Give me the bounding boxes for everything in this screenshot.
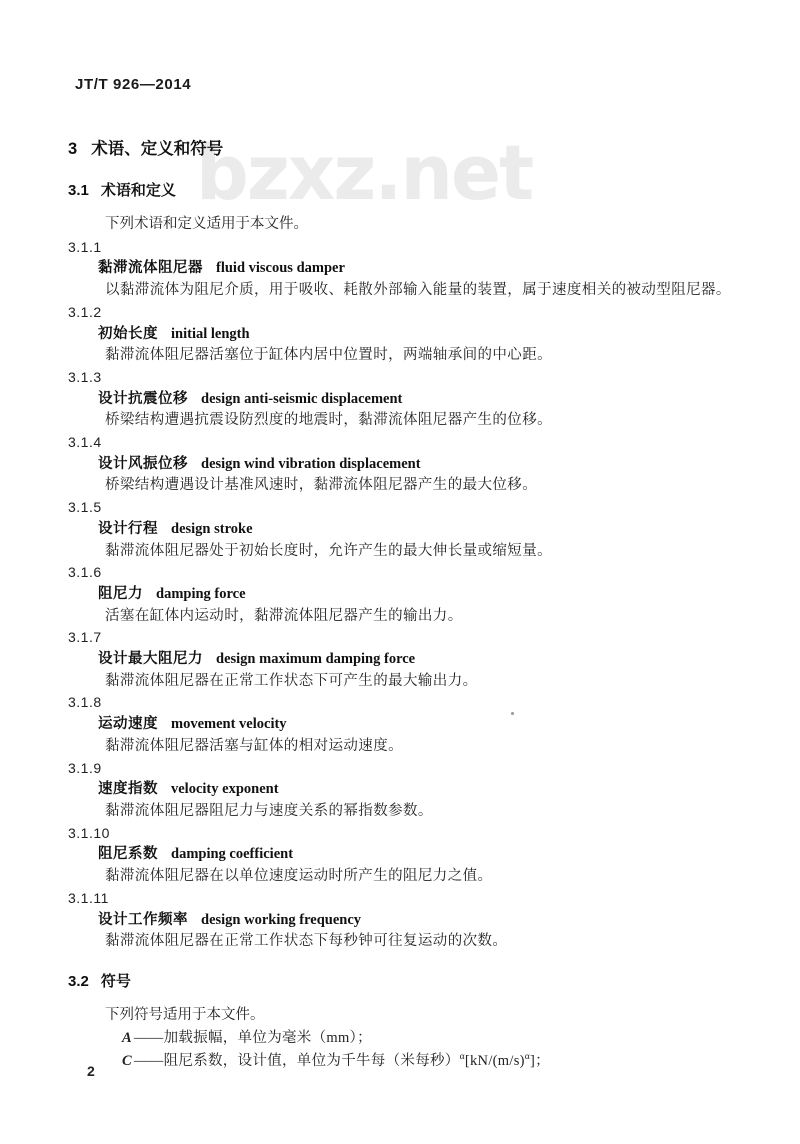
term-entry [68,888,740,953]
term-definition: 黏滞流体阻尼器在正常工作状态下可产生的最大输出力。 [105,672,478,689]
term-entry [68,627,740,692]
term-definition: 黏滞流体阻尼器在以单位速度运动时所产生的阻尼力之值。 [105,868,493,885]
term-number: 3.1.3 [68,368,102,385]
term-name-zh: 阻尼力 [98,585,143,602]
term-number: 3.1.7 [68,629,102,646]
term-number: 3.1.10 [68,824,110,841]
term-title [68,584,740,606]
term-title [68,844,740,866]
term-definition: 黏滞流体阻尼器阻尼力与速度关系的幂指数参数。 [105,802,433,819]
term-name-en: damping coefficient [171,846,294,863]
term-number: 3.1.8 [68,694,102,711]
terms-list [68,237,740,953]
term-number: 3.1.1 [68,238,102,255]
term-entry [68,692,740,757]
term-number: 3.1.5 [68,499,102,516]
term-name-zh: 设计行程 [98,520,158,537]
watermark-text: bzxz.net [196,128,533,217]
symbol-text-C-p2: [kN/(m/s) [464,1052,525,1069]
section-3-1-number: 3.1 [68,182,89,199]
page-number: 2 [87,1063,95,1079]
symbol-text-A: 加载振幅，单位为毫米（mm）； [163,1029,372,1046]
term-title [68,454,740,476]
term-number: 3.1.11 [68,889,109,906]
term-entry [68,823,740,888]
term-name-en: design maximum damping force [216,651,416,668]
term-number: 3.1.9 [68,759,102,776]
section-3-2-title: 符号 [100,972,131,990]
term-entry [68,758,740,823]
term-name-zh: 阻尼系数 [98,846,158,863]
term-name-zh: 设计抗震位移 [98,390,188,407]
symbol-dash: —— [133,1052,164,1069]
symbol-exponent-1: α [459,1051,465,1062]
term-name-en: fluid viscous damper [216,260,345,277]
terms-intro: 下列术语和定义适用于本文件。 [105,216,308,232]
term-title [68,258,740,280]
term-title [68,389,740,411]
term-title [68,910,740,932]
term-name-en: initial length [171,325,250,342]
term-definition: 黏滞流体阻尼器活塞位于缸体内居中位置时，两端轴承间的中心距。 [105,347,552,364]
term-name-zh: 设计风振位移 [98,455,188,472]
symbol-text-C-p1: 阻尼系数，设计值，单位为千牛每（米每秒） [163,1052,460,1069]
term-entry [68,237,740,302]
symbol-entry-A [68,1027,740,1050]
term-name-en: damping force [156,585,246,602]
term-entry [68,432,740,497]
term-name-zh: 初始长度 [98,325,158,342]
symbol-text-C-p3: ]； [530,1052,550,1069]
term-entry [68,367,740,432]
term-definition: 桥梁结构遭遇设计基准风速时，黏滞流体阻尼器产生的最大位移。 [105,477,538,494]
section-3-title: 术语、定义和符号 [91,140,224,158]
term-entry [68,497,740,562]
term-name-en: design anti-seismic displacement [201,390,403,407]
symbol-dash: —— [133,1029,164,1046]
symbol-exponent-2: α [524,1051,531,1062]
term-definition: 黏滞流体阻尼器处于初始长度时，允许产生的最大伸长量或缩短量。 [105,542,552,559]
term-name-zh: 黏滞流体阻尼器 [98,260,203,277]
section-3-number: 3 [68,140,78,158]
term-entry [68,562,740,627]
term-entry [68,302,740,367]
term-definition: 黏滞流体阻尼器在正常工作状态下每秒钟可往复运动的次数。 [105,933,508,950]
term-name-en: design stroke [171,520,253,537]
term-definition: 桥梁结构遭遇抗震设防烈度的地震时，黏滞流体阻尼器产生的位移。 [105,412,552,429]
symbol-letter-A: A [122,1029,132,1046]
term-definition: 活塞在缸体内运动时，黏滞流体阻尼器产生的输出力。 [105,607,463,624]
section-3-heading [68,135,740,159]
term-name-en: design wind vibration displacement [201,455,421,472]
term-name-en: velocity exponent [171,781,279,798]
term-definition: 黏滞流体阻尼器活塞与缸体的相对运动速度。 [105,737,403,754]
term-name-zh: 运动速度 [98,716,158,733]
term-name-zh: 速度指数 [98,781,158,798]
symbol-entry-C [68,1050,740,1073]
term-title [68,649,740,671]
symbols-intro: 下列符号适用于本文件。 [105,1006,265,1023]
section-3-1-title: 术语和定义 [100,182,176,199]
term-name-en: movement velocity [171,716,287,733]
section-3-1-heading [68,179,740,200]
section-3-2-heading [68,970,740,991]
symbol-letter-C: C [122,1052,132,1069]
term-name-en: design working frequency [201,911,362,928]
term-title [68,714,740,736]
term-name-zh: 设计最大阻尼力 [98,651,203,668]
term-number: 3.1.6 [68,564,102,581]
term-definition: 以黏滞流体为阻尼介质，用于吸收、耗散外部输入能量的装置，属于速度相关的被动型阻尼器。 [105,282,731,299]
standard-number: JT/T 926—2014 [75,76,192,93]
term-title [68,519,740,541]
term-number: 3.1.4 [68,434,102,451]
term-number: 3.1.2 [68,303,102,320]
section-3-2-number: 3.2 [68,972,89,990]
term-title [68,324,740,346]
term-name-zh: 设计工作频率 [98,911,188,928]
term-title [68,779,740,801]
